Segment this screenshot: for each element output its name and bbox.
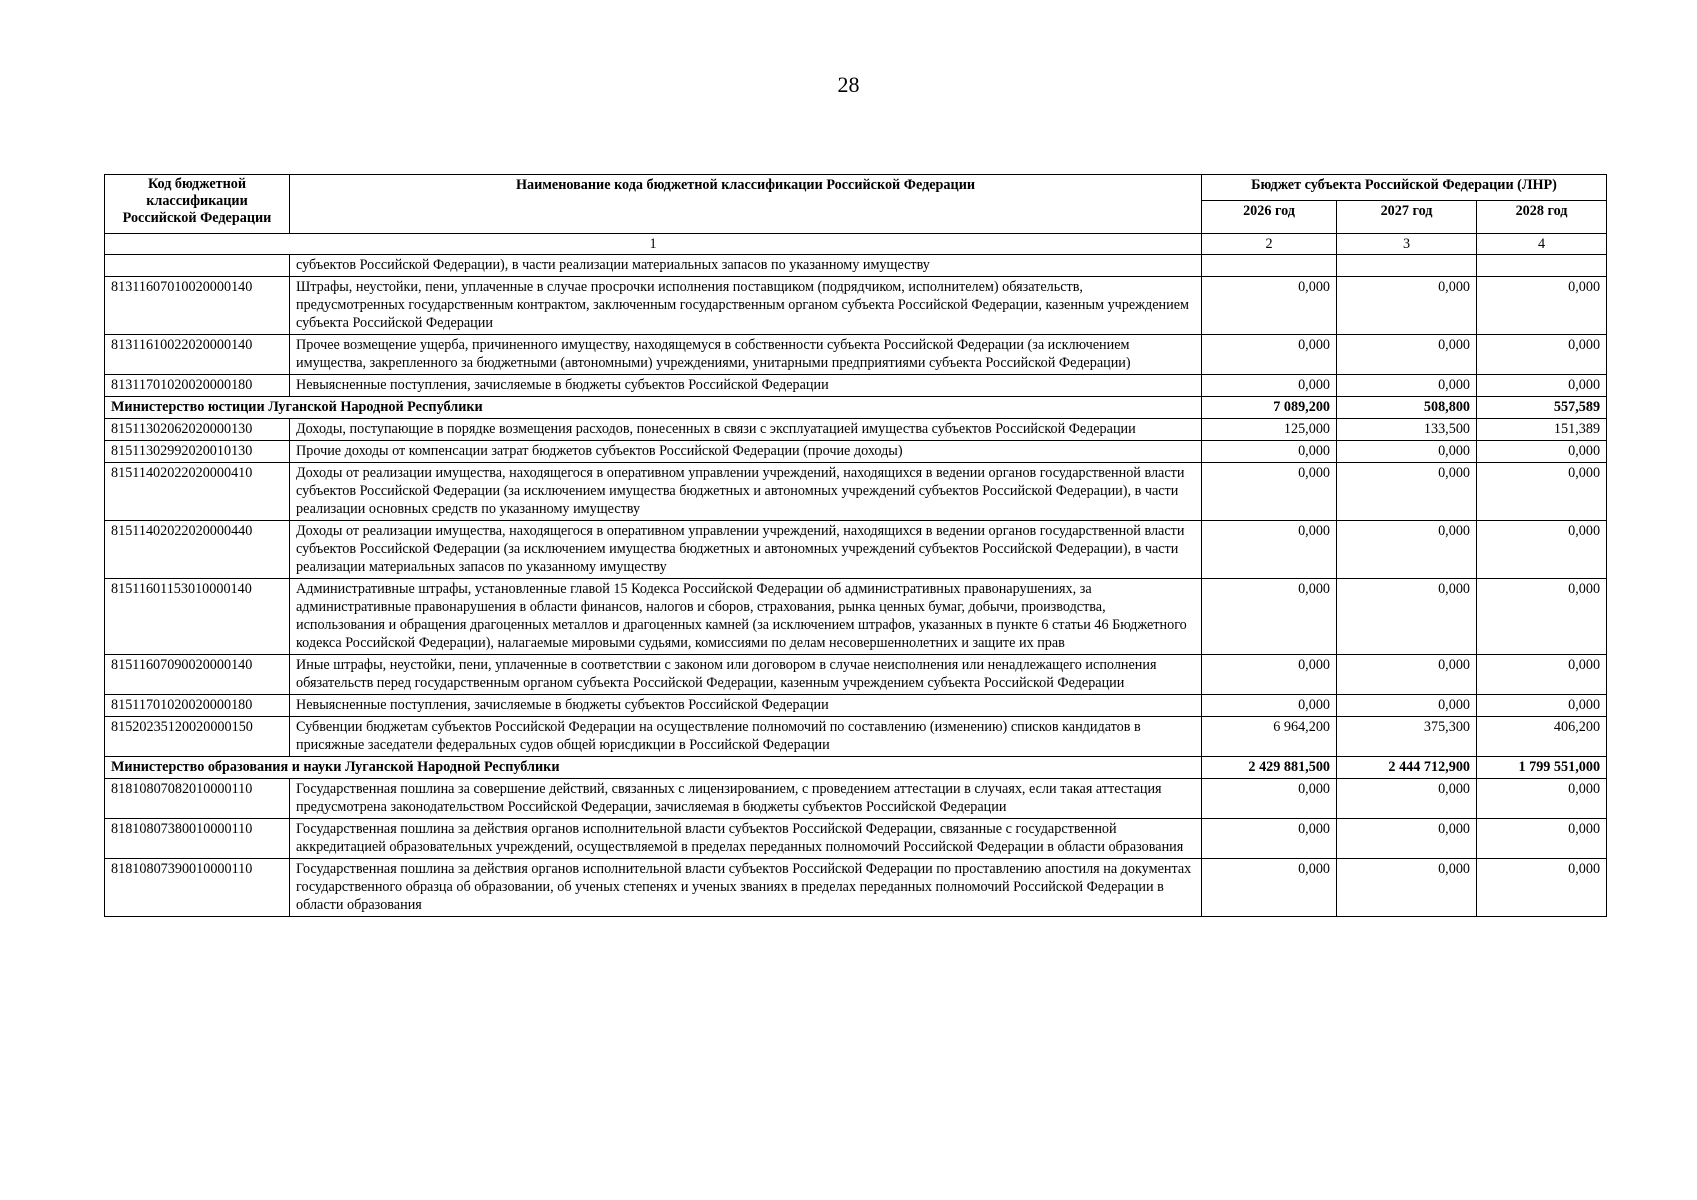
budget-code: 81511701020020000180 (105, 695, 290, 717)
amount-2027 (1337, 255, 1477, 277)
budget-code: 81311701020020000180 (105, 375, 290, 397)
amount-2026: 2 429 881,500 (1202, 757, 1337, 779)
code-name: Государственная пошлина за действия органов исполнительной власти субъектов Российской Федерации по проставлению апостиля на документах государственного образца об образовании, об ученых степенях и ученых званиях в пределах переданных полномочий Российской Федерации в области образования (290, 859, 1202, 917)
amount-2028: 557,589 (1477, 397, 1607, 419)
budget-code: 81511402022020000440 (105, 521, 290, 579)
amount-2026: 0,000 (1202, 277, 1337, 335)
code-name: Невыясненные поступления, зачисляемые в бюджеты субъектов Российской Федерации (290, 695, 1202, 717)
table-row (105, 375, 1607, 397)
amount-2026: 0,000 (1202, 859, 1337, 917)
amount-2026: 125,000 (1202, 419, 1337, 441)
budget-code: 81511302992020010130 (105, 441, 290, 463)
budget-code: 81810807390010000110 (105, 859, 290, 917)
amount-2028: 1 799 551,000 (1477, 757, 1607, 779)
table-row (105, 859, 1607, 917)
code-name: Штрафы, неустойки, пени, уплаченные в случае просрочки исполнения поставщиком (подрядчиком, исполнителем) обязательств, предусмотренных государственным контрактом, заключенным государственным органом субъекта Российской Федерации, казенным учреждением субъекта Российской Федерации (290, 277, 1202, 335)
amount-2028: 0,000 (1477, 277, 1607, 335)
section-name: Министерство юстиции Луганской Народной Республики (105, 397, 1202, 419)
amount-2027: 0,000 (1337, 695, 1477, 717)
column-number-4: 4 (1477, 234, 1607, 255)
amount-2027: 0,000 (1337, 521, 1477, 579)
code-name: Прочие доходы от компенсации затрат бюджетов субъектов Российской Федерации (прочие доходы) (290, 441, 1202, 463)
column-number-1: 1 (105, 234, 1202, 255)
code-name: Субвенции бюджетам субъектов Российской Федерации на осуществление полномочий по составлению (изменению) списков кандидатов в присяжные заседатели федеральных судов общей юрисдикции в Российской Федерации (290, 717, 1202, 757)
code-name: Иные штрафы, неустойки, пени, уплаченные в соответствии с законом или договором в случае неисполнения или ненадлежащего исполнения обязательств перед государственным органом субъекта Российской Федерации, казенным учреждением субъекта Российской Федерации (290, 655, 1202, 695)
table-row (105, 419, 1607, 441)
amount-2027: 0,000 (1337, 859, 1477, 917)
code-name: Доходы, поступающие в порядке возмещения расходов, понесенных в связи с эксплуатацией имущества субъектов Российской Федерации (290, 419, 1202, 441)
header-name-column: Наименование кода бюджетной классификации Российской Федерации (290, 175, 1202, 234)
budget-code: 81810807380010000110 (105, 819, 290, 859)
amount-2027: 0,000 (1337, 375, 1477, 397)
budget-table (104, 174, 1607, 917)
amount-2028: 0,000 (1477, 375, 1607, 397)
amount-2028: 0,000 (1477, 521, 1607, 579)
amount-2026: 0,000 (1202, 779, 1337, 819)
amount-2028 (1477, 255, 1607, 277)
table-row (105, 579, 1607, 655)
header-code-column: Код бюджетной классификации Российской Федерации (105, 175, 290, 234)
amount-2027: 508,800 (1337, 397, 1477, 419)
amount-2027: 0,000 (1337, 579, 1477, 655)
amount-2026: 0,000 (1202, 819, 1337, 859)
section-row (105, 757, 1607, 779)
amount-2026: 0,000 (1202, 521, 1337, 579)
table-row (105, 655, 1607, 695)
amount-2027: 0,000 (1337, 819, 1477, 859)
amount-2028: 0,000 (1477, 859, 1607, 917)
amount-2026: 0,000 (1202, 695, 1337, 717)
table-row (105, 779, 1607, 819)
amount-2026: 0,000 (1202, 655, 1337, 695)
header-year-2027: 2027 год (1337, 201, 1477, 234)
amount-2026: 0,000 (1202, 375, 1337, 397)
budget-code: 81520235120020000150 (105, 717, 290, 757)
amount-2027: 0,000 (1337, 277, 1477, 335)
code-name: Доходы от реализации имущества, находящегося в оперативном управлении учреждений, находящихся в ведении органов государственной власти субъектов Российской Федерации (за исключением имущества бюджетных и автономных учреждений субъектов Российской Федерации), в части реализации материальных запасов по указанному имуществу (290, 521, 1202, 579)
table-row (105, 695, 1607, 717)
budget-code: 81311607010020000140 (105, 277, 290, 335)
table-row (105, 819, 1607, 859)
section-row (105, 397, 1607, 419)
table-row (105, 335, 1607, 375)
budget-code (105, 255, 290, 277)
amount-2027: 2 444 712,900 (1337, 757, 1477, 779)
section-name: Министерство образования и науки Луганской Народной Республики (105, 757, 1202, 779)
page-number: 28 (837, 72, 860, 97)
code-name: Государственная пошлина за действия органов исполнительной власти субъектов Российской Федерации, связанные с государственной аккредитацией образовательных учреждений, осуществляемой в пределах переданных полномочий Российской Федерации в области образования (290, 819, 1202, 859)
table-row (105, 277, 1607, 335)
amount-2027: 0,000 (1337, 441, 1477, 463)
amount-2028: 0,000 (1477, 779, 1607, 819)
column-number-2: 2 (1202, 234, 1337, 255)
amount-2026: 0,000 (1202, 579, 1337, 655)
amount-2027: 133,500 (1337, 419, 1477, 441)
amount-2026: 0,000 (1202, 463, 1337, 521)
budget-code: 81511601153010000140 (105, 579, 290, 655)
code-name: Невыясненные поступления, зачисляемые в бюджеты субъектов Российской Федерации (290, 375, 1202, 397)
code-name: субъектов Российской Федерации), в части реализации материальных запасов по указанному имуществу (290, 255, 1202, 277)
budget-code: 81511402022020000410 (105, 463, 290, 521)
table-header (105, 175, 1607, 255)
code-name: Административные штрафы, установленные главой 15 Кодекса Российской Федерации об административных правонарушениях, за административные правонарушения в области финансов, налогов и сборов, страхования, рынка ценных бумаг, добычи, производства, использования и обращения драгоценных металлов и драгоценных камней (за исключением штрафов, указанных в пункте 6 статьи 46 Бюджетного кодекса Российской Федерации), налагаемые мировыми судьями, комиссиями по делам несовершеннолетних и защите их прав (290, 579, 1202, 655)
table-row (105, 463, 1607, 521)
budget-code: 81311610022020000140 (105, 335, 290, 375)
amount-2027: 0,000 (1337, 779, 1477, 819)
column-number-3: 3 (1337, 234, 1477, 255)
header-year-2026: 2026 год (1202, 201, 1337, 234)
code-name: Государственная пошлина за совершение действий, связанных с лицензированием, с проведением аттестации в случаях, если такая аттестация предусмотрена законодательством Российской Федерации, зачисляемая в бюджеты субъектов Российской Федерации (290, 779, 1202, 819)
table-row (105, 441, 1607, 463)
amount-2028: 0,000 (1477, 579, 1607, 655)
amount-2027: 375,300 (1337, 717, 1477, 757)
amount-2028: 0,000 (1477, 335, 1607, 375)
table-body (105, 255, 1607, 917)
table-row (105, 521, 1607, 579)
amount-2028: 0,000 (1477, 819, 1607, 859)
amount-2027: 0,000 (1337, 655, 1477, 695)
code-name: Доходы от реализации имущества, находящегося в оперативном управлении учреждений, находящихся в ведении органов государственной власти субъектов Российской Федерации (за исключением имущества бюджетных и автономных учреждений субъектов Российской Федерации), в части реализации основных средств по указанному имуществу (290, 463, 1202, 521)
amount-2027: 0,000 (1337, 463, 1477, 521)
budget-code: 81511302062020000130 (105, 419, 290, 441)
amount-2026 (1202, 255, 1337, 277)
amount-2028: 0,000 (1477, 463, 1607, 521)
table-row (105, 717, 1607, 757)
amount-2026: 0,000 (1202, 335, 1337, 375)
budget-code: 81511607090020000140 (105, 655, 290, 695)
amount-2028: 151,389 (1477, 419, 1607, 441)
amount-2028: 406,200 (1477, 717, 1607, 757)
header-budget-group: Бюджет субъекта Российской Федерации (ЛНР) (1202, 175, 1607, 201)
amount-2028: 0,000 (1477, 441, 1607, 463)
amount-2027: 0,000 (1337, 335, 1477, 375)
code-name: Прочее возмещение ущерба, причиненного имуществу, находящемуся в собственности субъекта Российской Федерации (за исключением имущества, закрепленного за бюджетными (автономными) учреждениями, унитарными предприятиями субъекта Российской Федерации) (290, 335, 1202, 375)
amount-2026: 7 089,200 (1202, 397, 1337, 419)
amount-2028: 0,000 (1477, 695, 1607, 717)
budget-code: 81810807082010000110 (105, 779, 290, 819)
amount-2026: 0,000 (1202, 441, 1337, 463)
table-row (105, 255, 1607, 277)
amount-2026: 6 964,200 (1202, 717, 1337, 757)
column-number-row (105, 234, 1607, 255)
amount-2028: 0,000 (1477, 655, 1607, 695)
header-year-2028: 2028 год (1477, 201, 1607, 234)
